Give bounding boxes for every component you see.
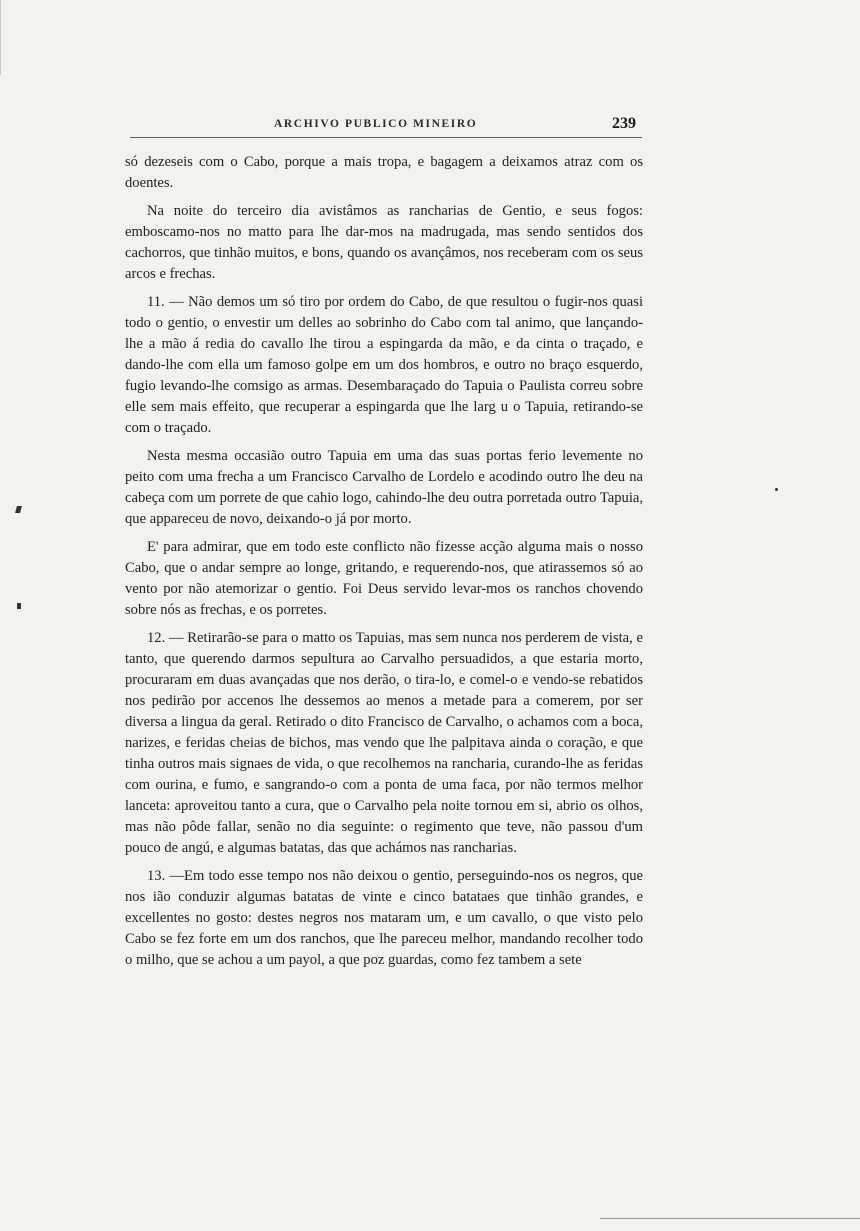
scan-edge-mark xyxy=(0,0,1,75)
paragraph-section-13: 13. —Em todo esse tempo nos não deixou o gentio, perseguindo-nos os negros, que nos ião conduzir algumas batatas de vinte e cinco batataes que tinhão grandes, e excellentes no gosto: destes negros nos mataram um, e um cavallo, o que visto pelo Cabo se fez forte em um dos ranchos, que lhe pareceu melhor, mandando recolher todo o milho, que se achou a um payol, a que poz guardas, como fez tambem a sete xyxy=(125,868,643,968)
page-number: 239 xyxy=(612,115,636,132)
margin-mark xyxy=(17,603,21,609)
paragraph: Nesta mesma occasião outro Tapuia em uma das suas portas ferio levemente no peito com uma frecha a um Francisco Carvalho de Lordelo e acodindo outro lhe deu na cabeça com um porrete de que cahio logo, cahindo-lhe deu outra porretada outro Tapuia, que appareceu de novo, deixando-o já por morto. xyxy=(125,448,643,527)
margin-mark xyxy=(15,506,22,513)
body-text xyxy=(125,152,643,978)
page-header xyxy=(130,115,642,144)
paragraph-section-12: 12. — Retirarão-se para o matto os Tapuias, mas sem nunca nos perderem de vista, e tanto, que querendo darmos sepultura ao Carvalho persuadidos, a que estaria morto, procuraram em duas avançadas que nos derão, o tira-lo, e comel-o e vendo-se rebatidos nos pedirão por accenos lhe dessemos ao menos a metade para a comerem, por ser diversa a lingua da geral. Retirado o dito Francisco de Carvalho, o achamos com a boca, narizes, e feridas cheias de bichos, mas vendo que lhe palpitava ainda o coração, e que tinha outros mais signaes de vida, o que recolhemos na rancharia, curando-lhe as feridas com ourina, e fumo, e sangrando-o com a ponta de uma faca, por não termos melhor lanceta: aproveitou tanto a cura, que o Carvalho pela noite tornou em si, abrio os olhos, mas não pôde fallar, senão no dia seguinte: o regimento que teve, não passou d'um pouco de angú, e algumas batatas, das que achámos nas rancharias. xyxy=(125,630,643,856)
paragraph: E' para admirar, que em todo este conflicto não fizesse acção alguma mais o nosso Cabo, que o andar sempre ao longe, gritando, e requerendo-nos, que atirassemos só ao vento por não atemorizar o gentio. Foi Deus servido levar-mos os ranchos chovendo sobre nós as frechas, e os porretes. xyxy=(125,539,643,618)
footer-rule xyxy=(600,1218,860,1219)
paragraph-continuation: só dezeseis com o Cabo, porque a mais tropa, e bagagem a deixamos atraz com os doentes. xyxy=(125,154,643,191)
paragraph: Na noite do terceiro dia avistâmos as rancharias de Gentio, e seus fogos: emboscamo-nos no matto para lhe dar-mos na madrugada, mas sendo sentidos dos cachorros, que tinhão muitos, e bons, quando os avançâmos, nos receberam com os seus arcos e frechas. xyxy=(125,203,643,282)
paragraph-section-11: 11. — Não demos um só tiro por ordem do Cabo, de que resultou o fugir-nos quasi todo o gentio, o envestir um delles ao sobrinho do Cabo com tal animo, que lançando-lhe a mão á redia do cavallo lhe tirou a espingarda da mão, e da cinta o traçado, e dando-lhe com ella um famoso golpe em um dos hombros, e outro no braço esquerdo, fugio levando-lhe comsigo as armas. Desembaraçado do Tapuia o Paulista correu sobre elle sem mais effeito, que recuperar a espingarda que lhe larg u o Tapuia, retirando-se com o traçado. xyxy=(125,294,643,436)
running-title: ARCHIVO PUBLICO MINEIRO xyxy=(274,118,478,130)
margin-speck xyxy=(775,488,778,491)
header-rule xyxy=(130,137,642,138)
